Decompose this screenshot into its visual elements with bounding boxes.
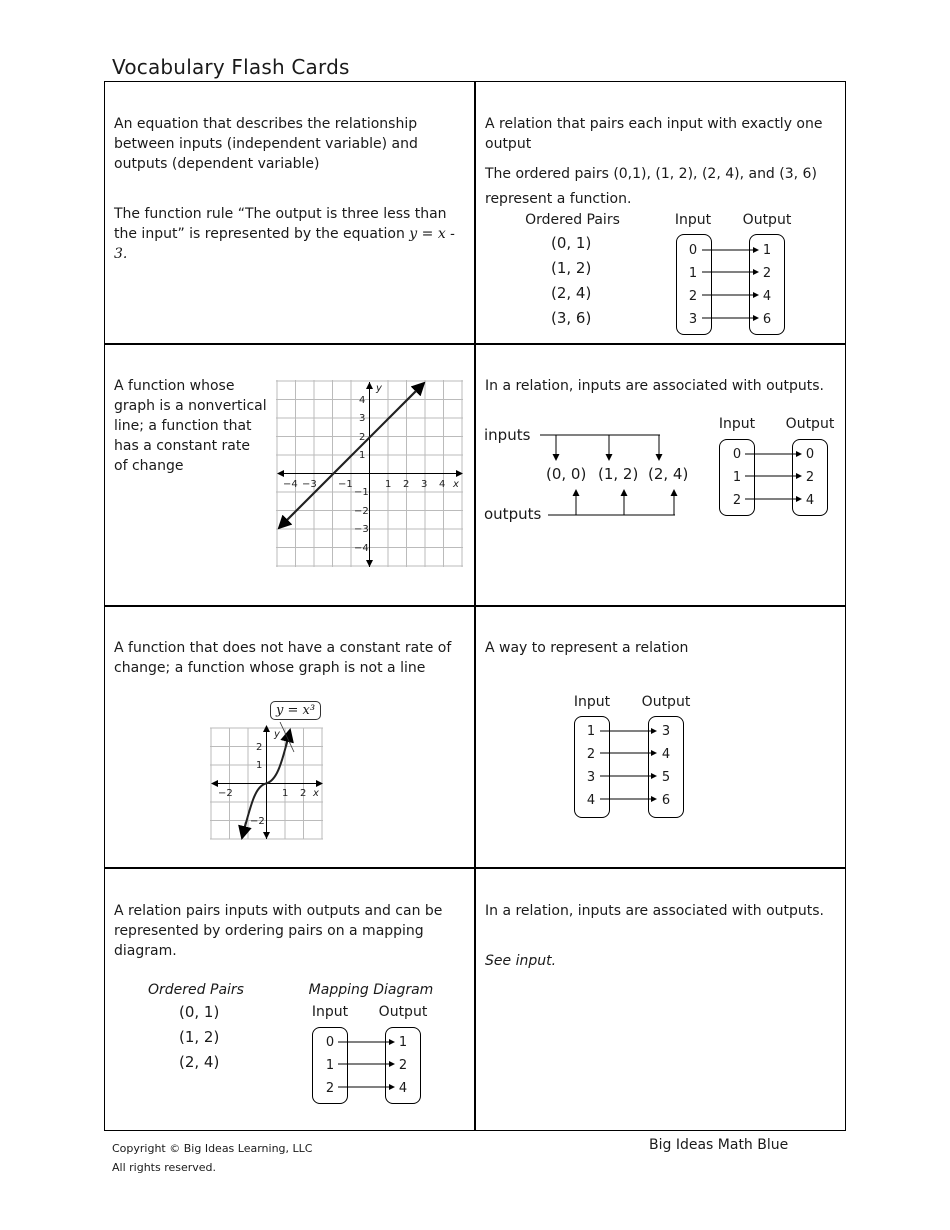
- linear-x-tick: −4: [283, 479, 298, 490]
- function-input-value: 0: [688, 243, 698, 258]
- relation-pair: (1, 2): [179, 1028, 220, 1046]
- function-pair: (0, 1): [551, 234, 592, 252]
- input-pair: (2, 4): [648, 465, 689, 483]
- input-definition: In a relation, inputs are associated with outputs.: [485, 378, 824, 394]
- function-output-value: 6: [762, 312, 772, 327]
- footer-copyright: [112, 1139, 312, 1177]
- copyright-text: Copyright © Big Ideas Learning, LLC: [112, 1142, 313, 1155]
- mapping-input-value: 4: [586, 793, 596, 808]
- page-title: Vocabulary Flash Cards: [112, 55, 350, 79]
- input-card-input-value: 1: [732, 470, 742, 485]
- nonlinear-x-label: x: [313, 788, 319, 799]
- linear-y-tick: 3: [359, 413, 366, 424]
- relation-input-value: 2: [325, 1081, 335, 1096]
- linear-y-tick: 1: [359, 450, 366, 461]
- mapping-output-value: 4: [661, 747, 671, 762]
- function-pair: (1, 2): [551, 259, 592, 277]
- relation-pair: (2, 4): [179, 1053, 220, 1071]
- mapping-arrows: [598, 721, 662, 813]
- nonlinear-x-tick: −2: [218, 788, 233, 799]
- output-see-also: See input.: [485, 953, 557, 969]
- linear-y-tick: −1: [354, 487, 369, 498]
- inputs-label: inputs: [484, 426, 531, 444]
- linear-definition-line: A function whose: [114, 378, 235, 394]
- function-example: The ordered pairs (0,1), (1, 2), (2, 4), and (3, 6) represent a function.: [485, 166, 817, 207]
- nonlinear-definition: A function that does not have a constant rate of change; a function whose graph is not a line: [114, 640, 452, 676]
- linear-y-label: y: [376, 383, 382, 394]
- function-input-header: Input: [674, 212, 712, 228]
- mapping-output-value: 3: [661, 724, 671, 739]
- mapping-input-value: 2: [586, 747, 596, 762]
- function-output-value: 2: [762, 266, 772, 281]
- rights-text: All rights reserved.: [112, 1161, 217, 1174]
- function-rule-equation: y = x - 3.: [114, 226, 455, 262]
- function-input-value: 1: [688, 266, 698, 281]
- relation-definition: A relation pairs inputs with outputs and can be represented by ordering pairs on a mapping diagram.: [114, 903, 443, 959]
- footer-brand: Big Ideas Math Blue: [649, 1137, 789, 1153]
- linear-y-tick: −2: [354, 506, 369, 517]
- nonlinear-x-tick: 1: [282, 788, 289, 799]
- relation-input-header: Input: [311, 1004, 349, 1020]
- relation-pairs-header: Ordered Pairs: [148, 982, 244, 998]
- linear-x-tick: 2: [403, 479, 410, 490]
- linear-definition-line: graph is a nonvertical: [114, 398, 267, 414]
- function-pair: (2, 4): [551, 284, 592, 302]
- relation-output-value: 4: [398, 1081, 408, 1096]
- outputs-label: outputs: [484, 505, 542, 523]
- function-input-value: 3: [688, 312, 698, 327]
- linear-x-label: x: [453, 479, 459, 490]
- function-mapping-arrows: [700, 240, 764, 332]
- relation-pairs-list: [179, 1000, 219, 1075]
- relation-input-value: 0: [325, 1035, 335, 1050]
- relation-input-value: 1: [325, 1058, 335, 1073]
- linear-x-tick: −1: [338, 479, 353, 490]
- linear-x-tick: −3: [302, 479, 317, 490]
- function-pairs-list: [551, 231, 591, 331]
- mapping-output-header: Output: [641, 694, 691, 710]
- linear-y-tick: −3: [354, 524, 369, 535]
- nonlinear-y-tick: −2: [250, 816, 265, 827]
- linear-graph: [276, 380, 464, 568]
- function-output-value: 1: [762, 243, 772, 258]
- function-input-value: 2: [688, 289, 698, 304]
- linear-x-tick: 4: [439, 479, 446, 490]
- linear-definition: [114, 376, 274, 476]
- nonlinear-callout: y = x³: [270, 701, 321, 720]
- relation-mapping-header: Mapping Diagram: [308, 982, 434, 998]
- grid-divider-row-3: [104, 867, 846, 869]
- nonlinear-y-tick: 2: [256, 742, 263, 753]
- input-card-input-header: Input: [718, 416, 756, 432]
- mapping-output-value: 5: [661, 770, 671, 785]
- nonlinear-x-tick: 2: [300, 788, 307, 799]
- input-card-output-value: 2: [805, 470, 815, 485]
- mapping-definition: A way to represent a relation: [485, 640, 689, 656]
- function-pairs-header: Ordered Pairs: [525, 212, 620, 228]
- mapping-input-value: 3: [586, 770, 596, 785]
- linear-y-tick: −4: [354, 543, 369, 554]
- mapping-output-value: 6: [661, 793, 671, 808]
- function-rule-example-text: The function rule “The output is three less than the input” is represented by the equation: [114, 206, 447, 242]
- input-pair: (1, 2): [598, 465, 639, 483]
- linear-x-tick: 3: [421, 479, 428, 490]
- input-card-output-value: 4: [805, 493, 815, 508]
- function-pair: (3, 6): [551, 309, 592, 327]
- linear-definition-line: of change: [114, 458, 184, 474]
- input-card-input-value: 0: [732, 447, 742, 462]
- grid-divider-row-1: [104, 343, 846, 345]
- nonlinear-y-label: y: [274, 729, 280, 740]
- relation-output-header: Output: [378, 1004, 428, 1020]
- linear-y-tick: 2: [359, 432, 366, 443]
- mapping-input-value: 1: [586, 724, 596, 739]
- input-card-output-header: Output: [785, 416, 835, 432]
- linear-definition-line: has a constant rate: [114, 438, 250, 454]
- relation-pair: (0, 1): [179, 1003, 220, 1021]
- function-output-header: Output: [742, 212, 792, 228]
- input-card-mapping-arrows: [743, 444, 807, 514]
- relation-output-value: 2: [398, 1058, 408, 1073]
- linear-x-tick: 1: [385, 479, 392, 490]
- nonlinear-y-tick: 1: [256, 760, 263, 771]
- mapping-input-header: Input: [573, 694, 611, 710]
- function-output-value: 4: [762, 289, 772, 304]
- relation-output-value: 1: [398, 1035, 408, 1050]
- relation-mapping-arrows: [336, 1032, 400, 1102]
- grid-divider-row-2: [104, 605, 846, 607]
- input-pair: (0, 0): [546, 465, 587, 483]
- input-card-output-value: 0: [805, 447, 815, 462]
- linear-definition-line: line; a function that: [114, 418, 252, 434]
- input-card-input-value: 2: [732, 493, 742, 508]
- linear-y-tick: 4: [359, 395, 366, 406]
- output-definition: In a relation, inputs are associated with outputs.: [485, 903, 824, 919]
- function-rule-example: [114, 204, 469, 264]
- function-definition: A relation that pairs each input with exactly one output: [485, 116, 823, 152]
- function-rule-definition: An equation that describes the relationship between inputs (independent variable) and outputs (dependent variable): [114, 116, 418, 172]
- nonlinear-graph: [210, 722, 325, 840]
